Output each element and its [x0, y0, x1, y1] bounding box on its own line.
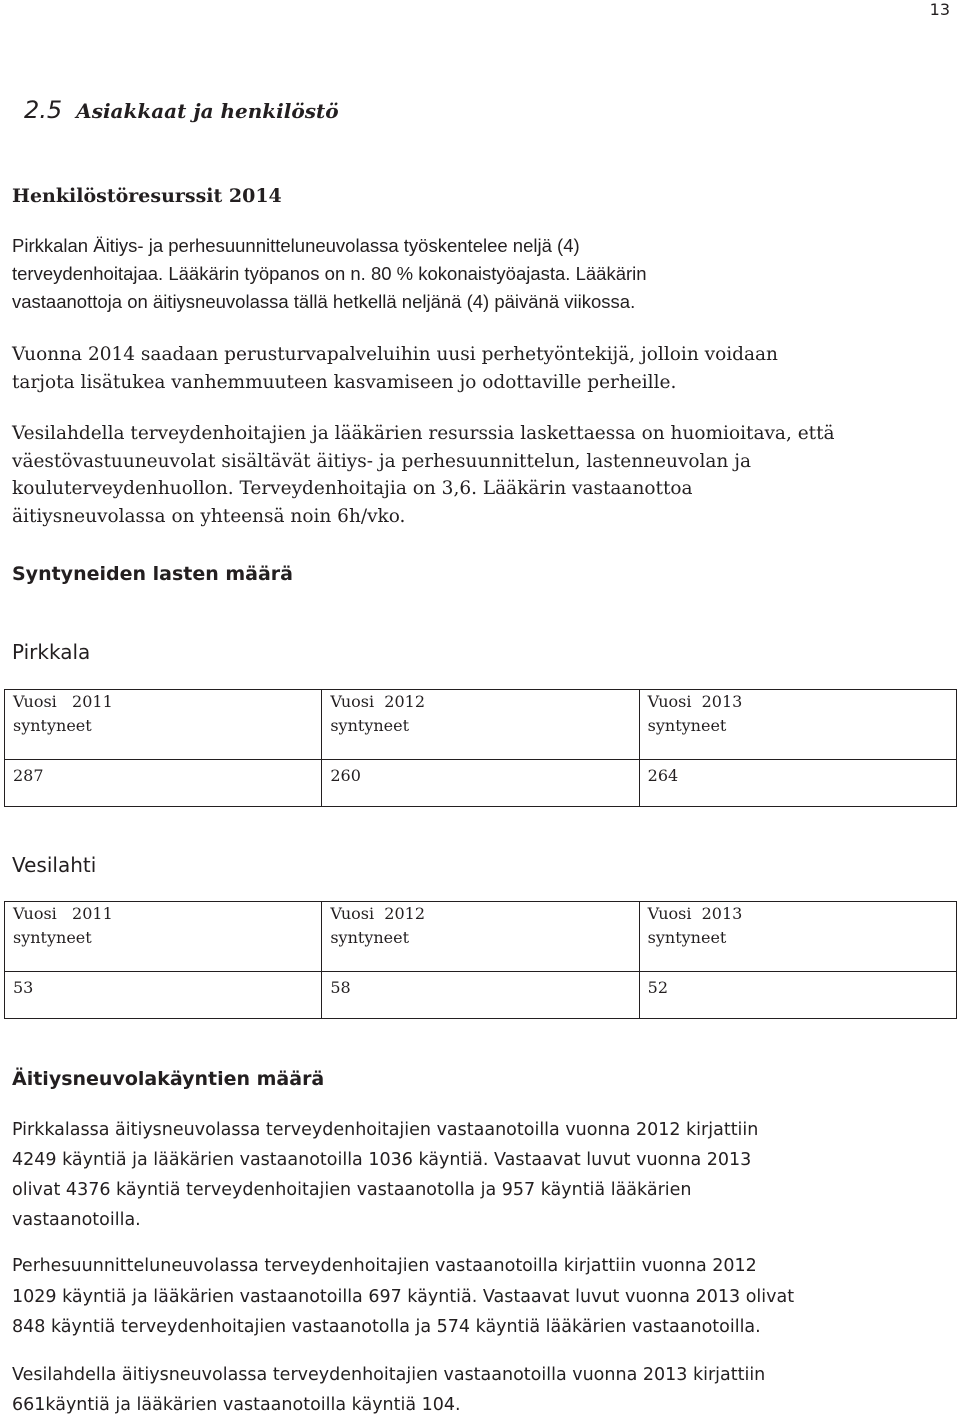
text-line: äitiysneuvolassa on yhteensä noin 6h/vko. — [12, 505, 406, 527]
text-line: Perhesuunnitteluneuvolassa terveydenhoitajien vastaanotoilla kirjattiin vuonna 2012 — [12, 1256, 757, 1276]
place-label-pirkkala: Pirkkala — [12, 640, 91, 664]
section-title: Asiakkaat ja henkilöstö — [76, 99, 339, 123]
staff-paragraph-3 — [12, 420, 835, 530]
table-cell: 52 — [639, 972, 956, 1019]
table-cell: 58 — [322, 972, 639, 1019]
text-line: väestövastuuneuvolat sisältävät äitiys- ja perhesuunnittelun, lastenneuvolan ja — [12, 450, 751, 472]
births-table-vesilahti — [4, 901, 957, 1019]
births-table-pirkkala — [4, 689, 957, 807]
table-header-cell: Vuosi 2012 syntyneet — [322, 902, 639, 972]
text-line: terveydenhoitajaa. Lääkärin työpanos on n. 80 % kokonaistyöajasta. Lääkärin — [12, 263, 647, 284]
table-header-row — [5, 902, 957, 972]
visits-heading: Äitiysneuvolakäyntien määrä — [12, 1068, 325, 1090]
visits-paragraph-2 — [12, 1251, 794, 1343]
table-header-cell: Vuosi 2012 syntyneet — [322, 690, 639, 760]
table-header-cell: Vuosi 2013 syntyneet — [639, 690, 956, 760]
section-number: 2.5 — [24, 96, 63, 124]
section-heading — [24, 95, 339, 126]
table-header-cell: Vuosi 2013 syntyneet — [639, 902, 956, 972]
table-cell: 53 — [5, 972, 322, 1019]
visits-paragraph-3 — [12, 1360, 765, 1420]
births-heading: Syntyneiden lasten määrä — [12, 563, 294, 585]
text-line: 4249 käyntiä ja lääkärien vastaanotoilla 1036 käyntiä. Vastaavat luvut vuonna 2013 — [12, 1150, 752, 1170]
table-row — [5, 760, 957, 807]
table-header-cell: Vuosi 2011 syntyneet — [5, 690, 322, 760]
text-line: 1029 käyntiä ja lääkärien vastaanotoilla 697 käyntiä. Vastaavat luvut vuonna 2013 olivat — [12, 1286, 795, 1307]
text-line: 661käyntiä ja lääkärien vastaanotoilla käyntiä 104. — [12, 1395, 461, 1415]
page-number: 13 — [929, 0, 950, 19]
text-line: Pirkkalan Äitiys- ja perhesuunnitteluneuvolassa työskentelee neljä (4) — [12, 235, 580, 256]
text-line: Pirkkalassa äitiysneuvolassa terveydenhoitajien vastaanotoilla vuonna 2012 kirjattiin — [12, 1120, 759, 1140]
text-line: olivat 4376 käyntiä terveydenhoitajien vastaanotolla ja 957 käyntiä lääkärien — [12, 1180, 692, 1200]
text-line: vastaanottoja on äitiysneuvolassa tällä hetkellä neljänä (4) päivänä viikossa. — [12, 291, 636, 312]
table-header-cell: Vuosi 2011 syntyneet — [5, 902, 322, 972]
text-line: kouluterveydenhuollon. Terveydenhoitajia on 3,6. Lääkärin vastaanottoa — [12, 478, 693, 499]
table-row — [5, 972, 957, 1019]
table-cell: 287 — [5, 760, 322, 807]
text-line: 848 käyntiä terveydenhoitajien vastaanotolla ja 574 käyntiä lääkärien vastaanotoilla. — [12, 1317, 761, 1337]
staff-heading: Henkilöstöresurssit 2014 — [12, 185, 282, 207]
staff-paragraph-1 — [12, 232, 647, 316]
text-line: tarjota lisätukea vanhemmuuteen kasvamiseen jo odottaville perheille. — [12, 371, 677, 393]
table-header-row — [5, 690, 957, 760]
visits-paragraph-1 — [12, 1115, 758, 1235]
place-label-vesilahti: Vesilahti — [12, 853, 97, 877]
text-line: vastaanotoilla. — [12, 1210, 141, 1230]
staff-paragraph-2 — [12, 341, 778, 396]
text-line: Vesilahdella äitiysneuvolassa terveydenhoitajien vastaanotoilla vuonna 2013 kirjattiin — [12, 1365, 766, 1385]
table-cell: 264 — [639, 760, 956, 807]
text-line: Vesilahdella terveydenhoitajien ja lääkärien resurssia laskettaessa on huomioitava, että — [12, 423, 835, 444]
table-cell: 260 — [322, 760, 639, 807]
text-line: Vuonna 2014 saadaan perusturvapalveluihin uusi perhetyöntekijä, jolloin voidaan — [12, 344, 778, 365]
